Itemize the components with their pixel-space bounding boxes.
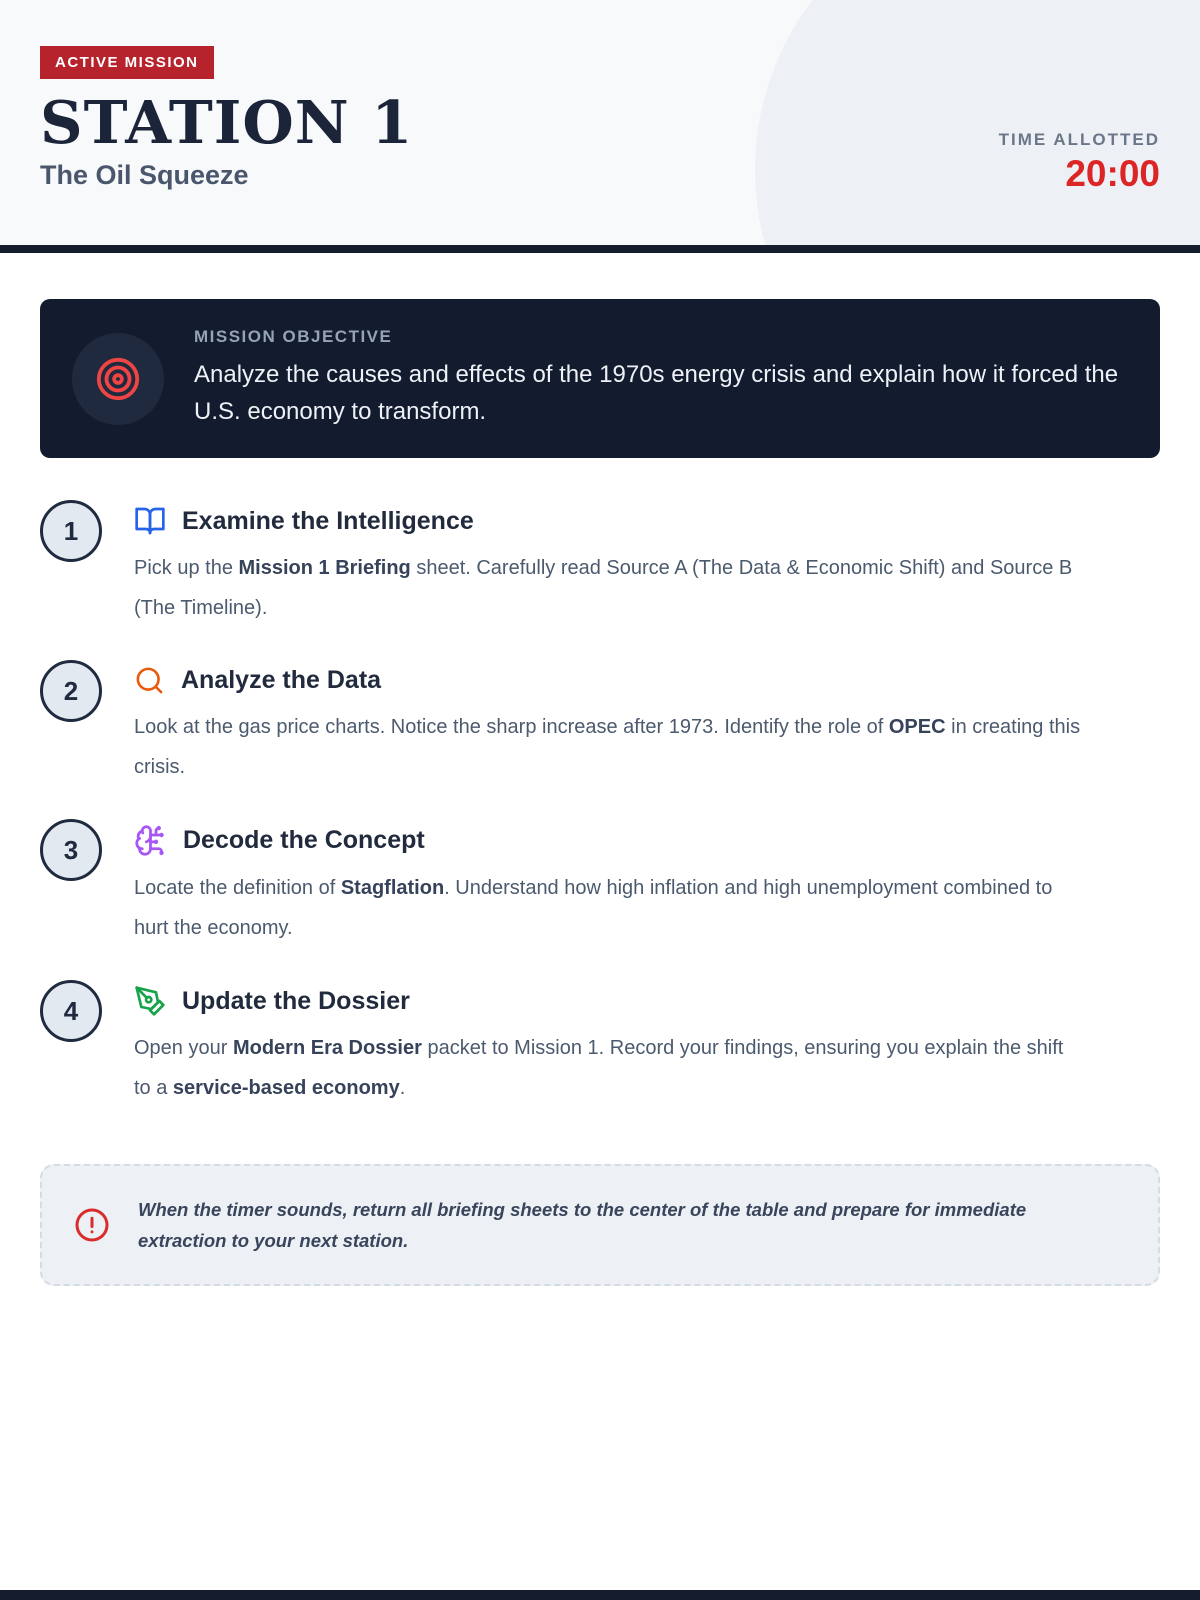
step-number-badge: 4: [40, 980, 102, 1042]
extraction-note: [40, 1164, 1160, 1286]
active-mission-badge: ACTIVE MISSION: [40, 46, 214, 79]
step-title: Update the Dossier: [182, 986, 410, 1015]
main-content: [0, 299, 1200, 1286]
alert-circle-icon: [74, 1207, 110, 1243]
header-divider: [0, 245, 1200, 253]
pen-tool-icon: [134, 985, 166, 1017]
step-description: Look at the gas price charts. Notice the sharp increase after 1973. Identify the role of OPEC in creating this crisis.: [134, 716, 1081, 778]
time-allotted: [999, 130, 1160, 245]
header: [0, 0, 1200, 245]
step-title: Analyze the Data: [181, 666, 382, 694]
time-allotted-value: 20:00: [1065, 153, 1160, 194]
step-description: Locate the definition of Stagflation. Understand how high inflation and high unemployment combined to hurt the economy.: [134, 877, 1053, 939]
step-update-dossier: [40, 980, 1160, 1108]
time-allotted-label: TIME ALLOTTED: [998, 130, 1160, 149]
brain-circuit-icon: [134, 824, 167, 857]
book-open-icon: [134, 505, 166, 537]
step-examine-intelligence: [40, 500, 1160, 628]
mission-objective-label: MISSION OBJECTIVE: [194, 327, 393, 346]
mission-objective-text: Analyze the causes and effects of the 1970s energy crisis and explain how it forced the U.S. economy to transform.: [194, 361, 1119, 425]
page-subtitle: The Oil Squeeze: [40, 159, 249, 190]
page-title: STATION 1: [40, 88, 414, 157]
step-description: Open your Modern Era Dossier packet to Mission 1. Record your findings, ensuring you explain the shift to a service-based economy.: [134, 1037, 1064, 1099]
footer-rule: [0, 1590, 1200, 1600]
mission-objective-card: [40, 299, 1160, 458]
target-icon: [72, 333, 164, 425]
step-list: [40, 500, 1160, 1108]
step-number-badge: 1: [40, 500, 102, 562]
extraction-note-text: When the timer sounds, return all briefing sheets to the center of the table and prepare for immediate extraction to your next station.: [138, 1199, 1027, 1251]
step-analyze-data: [40, 660, 1160, 787]
step-description: Pick up the Mission 1 Briefing sheet. Carefully read Source A (The Data & Economic Shift) and Source B (The Timeline).: [134, 557, 1073, 619]
search-icon: [134, 665, 165, 696]
step-decode-concept: [40, 819, 1160, 948]
step-number-badge: 3: [40, 819, 102, 881]
step-number-badge: 2: [40, 660, 102, 722]
step-title: Decode the Concept: [183, 826, 425, 854]
step-title: Examine the Intelligence: [182, 506, 474, 535]
